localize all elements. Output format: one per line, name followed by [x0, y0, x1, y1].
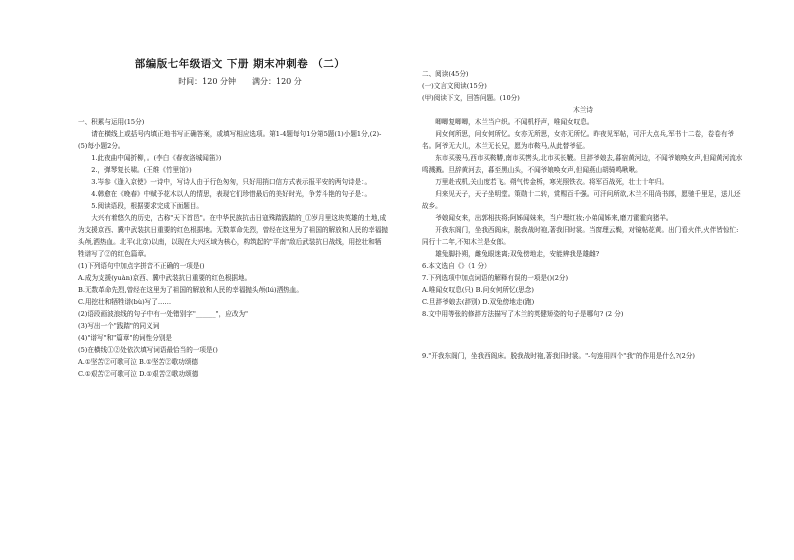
option-b: B.无数革命先烈,曾经在这里为了祖国的解放和人民的幸福抛头颅(lú)洒热血。	[78, 286, 303, 294]
question-7: 7.下列选项中加点词语的解释有误的一项是()(2分)	[422, 274, 569, 282]
section-heading-reading: 二、阅读(45分)	[422, 70, 469, 78]
option-ab: A.①坚苦②可歌可泣 B.①坚苦②歌功颂德	[78, 358, 199, 366]
poem-paragraph: 爷娘闻女来，出郭相扶将;阿姊闻妹来，当户理红妆;小弟闻姊来,磨刀霍霍向猪羊。	[435, 214, 673, 222]
instructions: 请在横线上或括号内填正地书写正确答案，或填写相应选项。第1-4题每句1分第5题(1)小题1分,(2)-(5)每小题2分。	[78, 130, 382, 150]
poem-paragraph: 雄兔脚扑朔，雌兔眼迷离;双兔傍地走，安能辨我是雄雌?	[435, 250, 600, 258]
subquestion-3: (3)写出一个"践踏"的同义词	[78, 322, 160, 330]
poem-title: 木兰诗	[573, 106, 593, 114]
question-5: 5.阅读语段，根据要求完成下面题目。	[91, 202, 203, 210]
question-3: 3.岑参《逢入京使》一诗中，写诗人由于行色匆匆，只好用捎口信方式表示报平安的两句诗是：。	[91, 178, 372, 186]
poem-paragraph: 东市买骏马,西市买鞍鞯,南市买辔头,北市买长鞭。旦辞爷娘去,暮宿黄河边，不闻爷娘唤女声,但闻黄河流水鸣溅溅。旦辞黄河去，暮至黑山头，不闻爷娘唤女声,但闻燕山胡骑鸣啾啾。	[422, 154, 743, 174]
question-4: 4.韩愈在《晚春》中赋予花木以人的情思，表现它们珍惜最后的美好时光，争芳斗艳的句子是：。	[91, 190, 372, 198]
option-a: A.成为支援(yuàn)京西、冀中武装抗日重要的红色根据地。	[78, 274, 252, 282]
poem-paragraph: 万里赴戎机,关山度若飞。朔气传金柝，寒光照铁衣。将军百战死，壮士十年归。	[435, 178, 669, 186]
poem-paragraph: 唧唧复唧唧，木兰当户织。不闻机杼声，唯闻女叹息。	[435, 118, 594, 126]
subsection-instruction: (甲)阅读下文，回答问题。(10分)	[422, 94, 520, 102]
option-c: C.用挖壮和牺牲谱(bù)写了……	[78, 298, 172, 306]
question-8: 8.文中用等张的修辞方法描写了木兰的英健矫姿的句子是哪句? (2 分)	[422, 310, 624, 318]
subquestion-5: (5)在横线①②处依次填写词语最恰当的一项是()	[78, 346, 218, 354]
page-title: 部编版七年级语文 下册 期末冲刺卷 （二）	[134, 58, 346, 70]
question-7-options-cd: C.旦辞爷娘去(辞别) D.双兔傍地走(跑)	[422, 298, 535, 306]
subquestion-2: (2)语段画波浪线的句子中有一处错别字"______"，应改为"	[78, 310, 249, 318]
right-column	[422, 68, 744, 362]
question-6: 6.本文选自《》（1 分）	[422, 262, 491, 270]
reading-passage: 大兴有着悠久的历史，古称"天下首邑"。在中华民族抗击日寇殊踏践踏的_①岁月里这块英雄的土地,成为支援京西、冀中武装抗日重要的红色根据地。无数革命先烈，曾经在这里为了祖国的解放和人民的幸福抛头颅,洒热血。北平(北京)以南，以现在大兴区域为核心，构筑起的"平南"敌后武装抗日战线，用挖壮和牺牲谱写了②的红色篇章。	[78, 214, 388, 258]
question-2: 2.，弹琴复长啸。(王维《竹里馆》)	[91, 166, 192, 174]
option-cd: C.①艰苦②可歌可泣 D.①艰苦②歌功颂德	[78, 370, 199, 378]
question-7-options-ab: A.唯闻女叹息(只) B.问女何所忆(思念)	[422, 286, 534, 294]
answer-space	[422, 320, 744, 350]
section-heading: 一、积累与运用(15分)	[78, 118, 145, 126]
question-9: 9."开我东阁门，坐我西阁床。脱我战时袍,著我旧时裳。"-句连用四个"我"的作用是什么?(2分)	[422, 352, 695, 360]
poem-paragraph: 问女何所思，问女何所忆。女亦无所思，女亦无所忆。昨夜见军帖，可汗大点兵,军书十二卷，卷卷有爷名。阿爷无大儿，木兰无长兄，愿为市鞍马,从此替爷征。	[422, 130, 735, 150]
subsection-heading: (一)文言文阅读(15分)	[422, 82, 487, 90]
left-column	[78, 116, 388, 380]
poem-paragraph: 开我东阁门，坐我西阁床，脱我战时袍,著我旧时裳。当窗理云鬓，对镜帖花黄。出门看火伴,火伴皆惊忙:同行十二年,不知木兰是女郎。	[422, 226, 739, 246]
poem-paragraph: 归来见天子，天子坐明堂。策勋十二转，赏赐百千强。可汗问所欲,木兰不用尚书郎，愿驰千里足，送儿还故乡。	[422, 190, 741, 210]
subquestion-4: (4)"谱写"和"篇章"的词性分别是	[78, 334, 173, 342]
subquestion-1: (1)下列语句中加点字拼音不正确的一项是()	[78, 262, 205, 270]
question-1: 1.此夜曲中闻折柳，。(李白《春夜洛城闻笛》)	[91, 154, 222, 162]
exam-time-info: 时间：120 分钟 满分：120 分	[178, 77, 302, 86]
